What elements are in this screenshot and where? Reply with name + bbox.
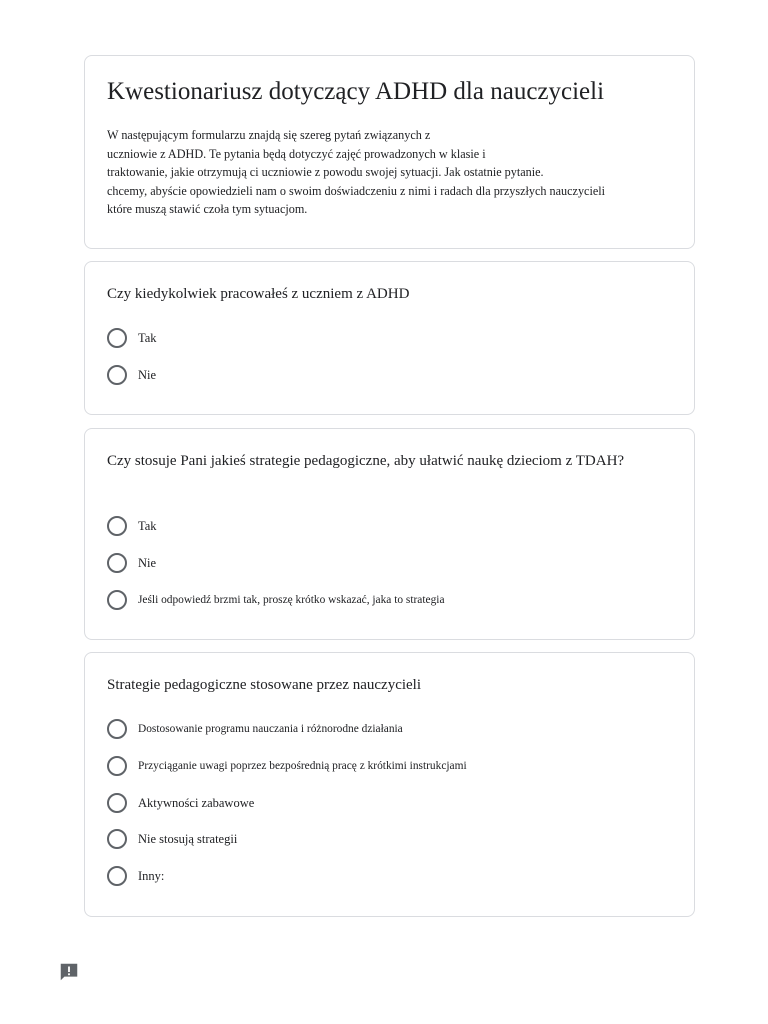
question-card-strategies-used — [84, 652, 695, 917]
radio-option-label: Nie — [138, 368, 157, 383]
radio-option-tak[interactable] — [107, 508, 674, 545]
form-description-line: które muszą stawić czoła tym sytuacjom. — [107, 202, 308, 217]
radio-option-label: Aktywności zabawowe — [138, 795, 255, 810]
question-title: Czy kiedykolwiek pracowałeś z uczniem z ADHD — [107, 286, 410, 302]
radio-button[interactable] — [107, 590, 127, 610]
radio-option-attention-direct-work[interactable] — [107, 748, 674, 785]
radio-group — [107, 508, 674, 618]
radio-button[interactable] — [107, 793, 127, 813]
radio-option-label: Jeśli odpowiedź brzmi tak, proszę krótko wskazać, jaka to strategia — [138, 593, 445, 606]
radio-button[interactable] — [107, 866, 127, 886]
form-description-line: chcemy, abyście opowiedzieli nam o swoim doświadczeniu z nimi i radach dla przyszłych nauczycieli — [107, 183, 606, 198]
form-title: Kwestionariusz dotyczący ADHD dla nauczycieli — [107, 78, 605, 105]
radio-option-curriculum-adaptation[interactable] — [107, 711, 674, 748]
radio-option-tak[interactable] — [107, 320, 674, 357]
radio-option-nie[interactable] — [107, 357, 674, 394]
form-description — [107, 126, 667, 219]
radio-button[interactable] — [107, 328, 127, 348]
radio-button[interactable] — [107, 516, 127, 536]
question-title: Czy stosuje Pani jakieś strategie pedagogiczne, aby ułatwić naukę dzieciom z TDAH? — [107, 453, 625, 469]
report-feedback-icon[interactable] — [58, 961, 80, 983]
radio-button[interactable] — [107, 553, 127, 573]
radio-option-describe-strategy[interactable] — [107, 581, 674, 618]
radio-option-other[interactable] — [107, 858, 674, 895]
form-header-card — [84, 55, 695, 249]
radio-option-label: Przyciąganie uwagi poprzez bezpośrednią pracę z krótkimi instrukcjami — [138, 760, 467, 773]
radio-option-no-strategies[interactable] — [107, 821, 674, 858]
question-card-worked-with-adhd — [84, 261, 695, 415]
question-card-uses-strategies — [84, 428, 695, 640]
radio-option-label: Tak — [138, 331, 157, 346]
radio-option-label: Nie — [138, 556, 157, 571]
radio-button[interactable] — [107, 756, 127, 776]
radio-option-label: Dostosowanie programu nauczania i różnorodne działania — [138, 723, 403, 736]
radio-option-label: Tak — [138, 519, 157, 534]
radio-option-label: Nie stosują strategii — [138, 832, 238, 847]
radio-button[interactable] — [107, 829, 127, 849]
question-title: Strategie pedagogiczne stosowane przez nauczycieli — [107, 677, 422, 693]
radio-group — [107, 320, 674, 393]
report-feedback-icon-glyph — [58, 961, 80, 983]
radio-option-play-activities[interactable] — [107, 784, 674, 821]
form-description-line: uczniowie z ADHD. Te pytania będą dotyczyć zajęć prowadzonych w klasie i — [107, 146, 486, 161]
form-description-line: traktowanie, jakie otrzymują ci uczniowie z powodu swojej sytuacji. Jak ostatnie pytanie. — [107, 165, 544, 180]
radio-option-nie[interactable] — [107, 545, 674, 582]
radio-option-label: Inny: — [138, 869, 165, 884]
radio-group — [107, 711, 674, 894]
radio-button[interactable] — [107, 365, 127, 385]
form-description-line: W następującym formularzu znajdą się szereg pytań związanych z — [107, 128, 431, 142]
radio-button[interactable] — [107, 719, 127, 739]
